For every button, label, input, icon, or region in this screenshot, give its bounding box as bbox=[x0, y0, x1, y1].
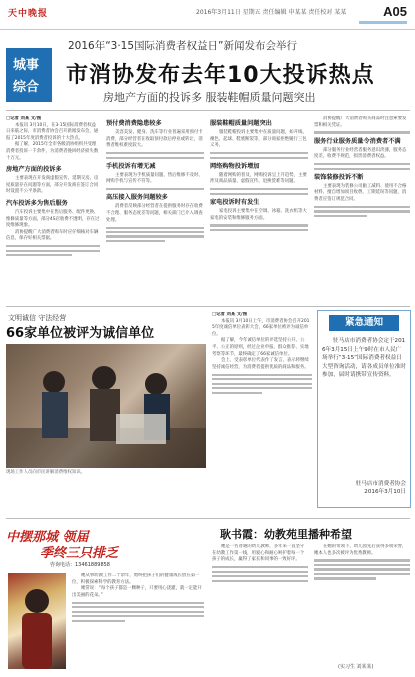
paragraph: 汽车投诉主要集中在售后服务、配件更换、维修质量等方面，部分4S店收费不透明，存在过度维修现象。 bbox=[6, 209, 100, 229]
paragraph: 主要表现为手机质量问题、售后维修不及时、网购手机与宣传不符等。 bbox=[106, 172, 203, 185]
text-line bbox=[106, 152, 204, 154]
subheading: 服装鞋帽质量问题突出 bbox=[210, 120, 272, 127]
text-line bbox=[212, 378, 312, 380]
subheading: 高压接入服务问题较多 bbox=[106, 194, 168, 202]
paragraph: 消费者反映部分经营者在提供服务时存在收费不合理、服务态度差等问题，相关部门已介入调查处理。 bbox=[106, 204, 203, 223]
text-line bbox=[72, 611, 204, 613]
text-line bbox=[314, 568, 410, 570]
paragraph: 主要表现为装修公司偷工减料、使用不合格材料、擅自增加项目收费、工期延误等问题，消费者应签订规范合同。 bbox=[314, 183, 407, 203]
paragraph: 本报讯 3月10日，在3·15国际消费者权益日来临之际，市消费者协会召开新闻发布会，通报了2015年度消费者投诉的十大热点。 bbox=[6, 122, 99, 141]
paragraph: 随着网购的普及，网购投诉呈上升趋势，主要涉及商品质量、虚假宣传、退换货难等问题。 bbox=[210, 172, 307, 185]
subheading: 预付费消费隐患较多 bbox=[106, 120, 162, 127]
text-line bbox=[314, 206, 410, 208]
text-line bbox=[212, 575, 308, 577]
ad-line-2: 季终三只排乏 bbox=[40, 546, 119, 561]
text-line bbox=[210, 157, 308, 159]
section-tag bbox=[6, 48, 52, 102]
text-line bbox=[212, 571, 308, 573]
text-line bbox=[72, 606, 204, 608]
text-line bbox=[72, 620, 125, 622]
subheading: 网络购物投诉增加 bbox=[210, 162, 260, 170]
text-line bbox=[6, 254, 72, 256]
subheading: 房地产方面的投诉多 bbox=[6, 166, 62, 174]
notice-body: 驻马店市消费者协会定于2016年3月15日上午9时在市人民广场举行“3·15”国际消费者权益日大型咨询活动，请各成员单位准时参加，届时请携带宣传资料。 bbox=[322, 338, 406, 379]
text-line bbox=[314, 168, 410, 170]
news-photo-figures bbox=[6, 344, 206, 468]
feature-headline: 耿书霞：幼教苑里播种希望 bbox=[220, 528, 352, 541]
text-line bbox=[314, 163, 410, 165]
paragraph: 服装鞋帽投诉主要集中在质量问题，如开线、褪色、起球、鞋底断裂等，部分商家拒绝履行三包义务。 bbox=[210, 130, 307, 149]
paragraph: 消协提醒广大消费者购买商品时注意索要发票和相关凭证。 bbox=[314, 116, 407, 128]
dateline: 2016年3月11日 星期五 责任编辑 申某某 责任校对 某某 bbox=[196, 9, 347, 16]
masthead-logo: 天中晚报 bbox=[8, 9, 49, 19]
main-subhead: 房地产方面的投诉多 服装鞋帽质量问题突出 bbox=[103, 91, 316, 104]
paragraph: 美容美发、健身、洗车等行业普遍采用预付卡消费，部分经营者在收取预付款后停业或转让，消费者维权难度较大。 bbox=[106, 130, 203, 149]
text-line bbox=[314, 215, 367, 217]
subheading: 手机投诉有增无减 bbox=[106, 162, 156, 170]
text-line bbox=[212, 566, 308, 568]
article-column-3 bbox=[210, 116, 308, 302]
paragraph: 本报讯 3月10日上午，市消费者协会召开2015年度诚信单位表彰大会，66家单位被评为诚信单位。 bbox=[212, 318, 310, 337]
photo-caption: 现场工作人员向市民讲解消费维权知识。 bbox=[6, 470, 86, 475]
page-number-bar bbox=[359, 21, 407, 24]
subheading: 汽车投诉多为售后服务 bbox=[6, 199, 68, 207]
subheading: 家电投诉时有发生 bbox=[210, 198, 260, 206]
text-line bbox=[72, 602, 204, 604]
text-line bbox=[314, 564, 410, 566]
feature-column-1 bbox=[212, 544, 308, 662]
text-line bbox=[212, 580, 308, 582]
section-tag-line2: 综合 bbox=[13, 80, 40, 95]
text-line bbox=[6, 245, 100, 247]
text-line bbox=[72, 615, 204, 617]
section-tag-line1: 城事 bbox=[13, 58, 40, 73]
subheading: 服务行业服务质量令消费者不满 bbox=[314, 137, 401, 145]
paragraph: 她常说：“每个孩子都是一颗种子，只要用心浇灌，就一定能开出美丽的花朵。” bbox=[72, 586, 202, 598]
ad-phone: 咨询电话：13461889858 bbox=[50, 562, 110, 568]
text-line bbox=[314, 577, 376, 579]
headline-kicker: 2016年“3·15国际消费者权益日”新闻发布会举行 bbox=[68, 40, 297, 52]
text-line bbox=[314, 559, 410, 561]
ad-photo bbox=[8, 573, 66, 669]
text-line bbox=[210, 193, 308, 195]
text-line bbox=[212, 387, 312, 389]
paragraph: 会上，受表彰单位代表作了发言，表示将继续坚持诚信经营，为消费者提供优质的商品和服务。 bbox=[212, 358, 309, 370]
feature-column-2 bbox=[314, 544, 410, 662]
sub-kicker: 文明诚信 守法经营 bbox=[8, 314, 67, 322]
ad-line-2-wrap bbox=[40, 542, 118, 561]
ad-line-1: 中摆那城 领届 bbox=[6, 530, 89, 545]
text-line bbox=[314, 573, 410, 575]
page-number: A05 bbox=[383, 4, 407, 19]
text-line bbox=[106, 227, 204, 229]
byline: □记者 刘某 文/图 bbox=[6, 116, 42, 121]
text-line bbox=[210, 152, 308, 154]
article-column-1 bbox=[6, 116, 100, 302]
text-line bbox=[106, 188, 204, 190]
paragraph: 她是一名普通的幼儿教师，多年来一直坚守在幼教工作第一线，用爱心和耐心呵护着每一个孩子的成长，赢得了家长和同事的一致好评。 bbox=[212, 544, 305, 563]
text-line bbox=[212, 374, 312, 376]
text-line bbox=[106, 231, 204, 233]
paragraph: 据了解，今年诚信单位的评选坚持公开、公平、公正的原则，经过企业申报、群众推荐、实地考察等环节，最终确定了66家诚信单位。 bbox=[212, 338, 309, 357]
main-headline: 市消协发布去年10大投诉热点 bbox=[66, 63, 375, 88]
paragraph: 家电投诉主要集中在空调、冰箱、洗衣机等大家电的安装和维修服务方面。 bbox=[210, 208, 307, 221]
notice-title: 紧急通知 bbox=[329, 315, 399, 331]
text-line bbox=[212, 383, 312, 385]
paragraph: 消协提醒广大消费者购车时应仔细核对车辆信息，保存好相关票据。 bbox=[6, 229, 99, 242]
paragraph: 她从事幼教工作二十余年，始终把孩子们的健康成长放在第一位，积极探索科学的教育方法。 bbox=[72, 573, 200, 585]
left-feature-body bbox=[72, 573, 204, 669]
paragraph: 部分服务行业经营者服务意识淡薄，服务态度差，收费不规范，损害消费者权益。 bbox=[314, 147, 407, 160]
article-column-4 bbox=[314, 116, 410, 302]
subheading: 装饰装修投诉不断 bbox=[314, 173, 364, 181]
text-line bbox=[314, 131, 410, 133]
paragraph: 在她的带领下，幼儿园先后获得多项荣誉，她本人也多次被评为优秀教师。 bbox=[314, 544, 407, 556]
news-photo bbox=[6, 344, 206, 468]
text-line bbox=[6, 250, 100, 252]
paragraph: 据了解，2015年全市各级消协组织共受理消费者投诉一千余件，为消费者挽回经济损失数十万元。 bbox=[6, 142, 99, 161]
ad-photo-figure bbox=[8, 573, 66, 669]
text-line bbox=[314, 210, 410, 212]
text-line bbox=[106, 235, 204, 237]
article-column-2 bbox=[106, 116, 204, 302]
paragraph: 主要表现在开发商虚假宣传、延期交房、房屋质量存在问题等方面，部分开发商在签订合同时设置不公平条款。 bbox=[6, 176, 99, 195]
text-line bbox=[106, 157, 204, 159]
divider bbox=[6, 110, 410, 111]
editor-note: (实习生 刘某某) bbox=[338, 664, 374, 670]
sub-article-body bbox=[212, 312, 312, 512]
byline: □记者 刘某 文/图 bbox=[212, 312, 248, 317]
divider bbox=[6, 518, 410, 519]
notice-signature: 驻马店市消费者协会 2016年3月10日 bbox=[355, 481, 406, 495]
text-line bbox=[212, 392, 262, 394]
sub-headline: 66家单位被评为诚信单位 bbox=[6, 326, 155, 341]
divider bbox=[6, 306, 410, 307]
text-line bbox=[210, 229, 308, 231]
text-line bbox=[106, 240, 165, 242]
text-line bbox=[210, 224, 308, 226]
text-line bbox=[210, 188, 308, 190]
